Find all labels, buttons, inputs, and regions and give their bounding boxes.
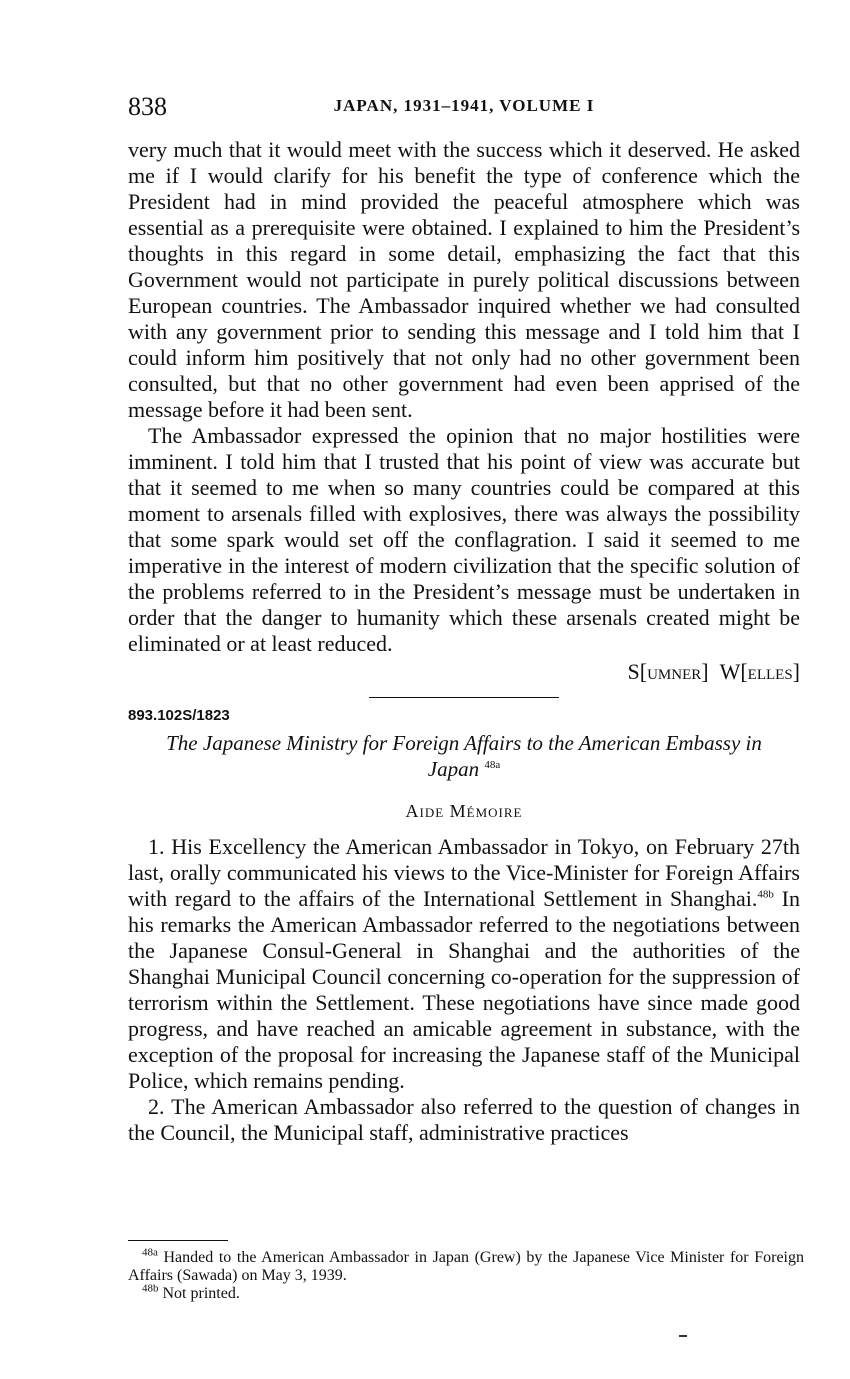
document-title: The Japanese Ministry for Foreign Affairs to the American Embassy in Japan $^{48a}$ bbox=[166, 731, 762, 781]
section-divider bbox=[369, 697, 559, 698]
footnote-48b: $^{48b}$ Not printed. bbox=[142, 1282, 240, 1302]
memo-heading: Aide Mémoire bbox=[405, 801, 523, 821]
paragraph-ambassador-opinion: The Ambassador expressed the opinion that no major hostilities were imminent. I told him that I trusted that his point of view was accurate but that it seemed to me when so many countries could be compared at this moment to arsenals filled with explosives, there was always the possibility that some spark would set off the conflagration. I said it seemed to me imperative in the interest of modern civilization that the specific solution of the problems referred to in the President’s message must be undertaken in order that the danger to humanity which these arsenals created might be eliminated or at least reduced. bbox=[128, 423, 800, 656]
footnote-rule bbox=[128, 1240, 228, 1241]
memo-item-2: 2. The American Ambassador also referred to the question of changes in the Council, the Municipal staff, administrative practices bbox=[128, 1094, 800, 1145]
footnote-ref-48b: 48b bbox=[757, 888, 774, 901]
footnotes bbox=[128, 1240, 804, 1303]
paragraph-continued: very much that it would meet with the success which it deserved. He asked me if I would clarify for his benefit the type of conference which the President had in mind provided the peaceful atmosphere which was essential as a prerequisite were obtained. I explained to him the President’s thoughts in this regard in some detail, emphasizing the fact that this Government would not participate in purely political discussions between European countries. The Ambassador inquired whether we had consulted with any government prior to sending this message and I told him that I could inform him positively that not only had no other government been consulted, but that no other government had even been apprised of the message before it had been sent. bbox=[128, 137, 800, 422]
memo-item-1: 1. His Excellency the American Ambassador in Tokyo, on February 27th last, orally communicated his views to the Vice-Minister for Foreign Affairs with regard to the affairs of the International Settlement in Shanghai.$^{48b}$ In his remarks the American Ambassador referred to the negotiations between the Japanese Consul-General in Shanghai and the authorities of the Shanghai Municipal Council concerning co-operation for the suppression of terrorism within the Settlement. These negotiations have since made good progress, and have reached an amicable agreement in substance, with the exception of the proposal for increasing the Japanese staff of the Municipal Police, which remains pending. bbox=[128, 834, 800, 1093]
page-number: 838 bbox=[128, 92, 167, 121]
body-text bbox=[128, 137, 800, 1146]
footnote-48a: $^{48a}$ Handed to the American Ambassador in Japan (Grew) by the Japanese Vice Minister for Foreign Affairs (Sawada) on May 3, 1939. bbox=[128, 1246, 804, 1284]
page-header bbox=[128, 88, 800, 128]
footnote-ref-48a: 48a bbox=[484, 759, 501, 771]
running-head: JAPAN, 1931–1941, VOLUME I bbox=[333, 96, 595, 115]
signature: S[umner] W[elles] bbox=[627, 659, 800, 684]
file-number: 893.102S/1823 bbox=[128, 707, 230, 724]
print-mark bbox=[679, 1335, 687, 1337]
